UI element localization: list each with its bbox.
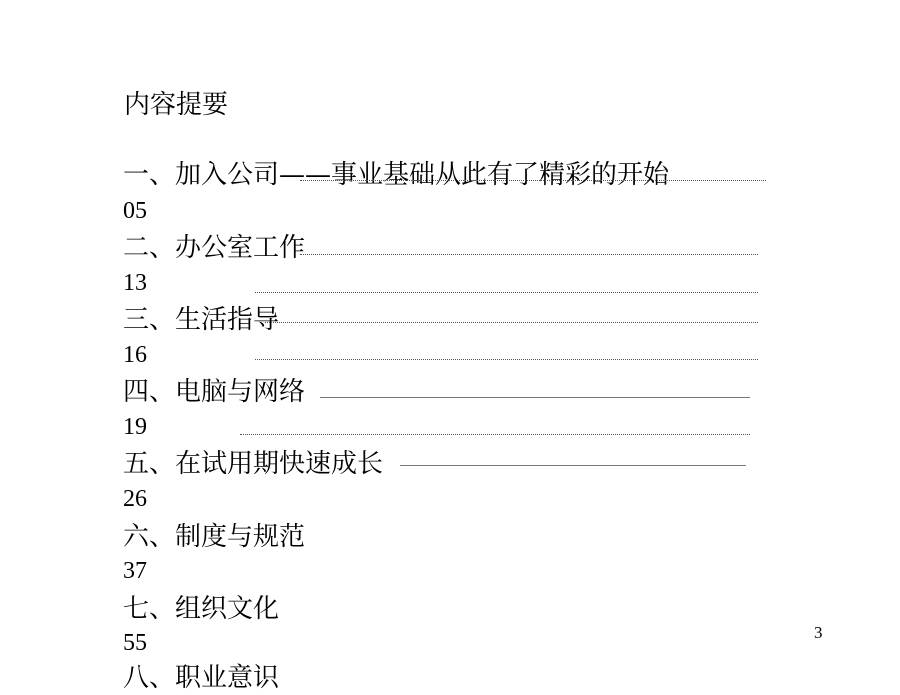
toc-entry-2-leader <box>300 254 758 255</box>
toc-entry-2-label: 二、办公室工作 <box>123 233 306 263</box>
toc-entry-5-label: 五、在试用期快速成长 <box>123 449 384 479</box>
toc-entry-7-label: 七、组织文化 <box>123 594 280 624</box>
toc-entry-1-leader <box>300 180 766 181</box>
toc-entry-2-page: 13 <box>123 270 147 296</box>
toc-entry-6-page: 37 <box>123 558 147 584</box>
toc-entry-4-page-leader <box>240 434 750 435</box>
toc-entry-1-page: 05 <box>123 198 147 224</box>
toc-entry-4-page: 19 <box>123 414 147 440</box>
toc-entry-8-label: 八、职业意识 <box>123 663 280 693</box>
toc-entry-5-page: 26 <box>123 486 147 512</box>
toc-entry-4-leader <box>320 397 750 398</box>
toc-entry-3-page: 16 <box>123 342 147 368</box>
toc-entry-5-leader <box>400 465 746 466</box>
toc-title: 内容提要 <box>124 90 229 120</box>
toc-entry-3-page-leader <box>255 359 758 360</box>
toc-entry-2-page-leader <box>255 292 758 293</box>
slide-number: 3 <box>814 623 823 642</box>
toc-entry-3-label: 三、生活指导 <box>123 305 280 335</box>
toc-entry-3-leader <box>265 322 758 323</box>
toc-entry-6-label: 六、制度与规范 <box>123 522 306 552</box>
toc-entry-1-label: 一、加入公司——事业基础从此有了精彩的开始 <box>123 160 670 190</box>
toc-entry-4-label: 四、电脑与网络 <box>123 377 306 407</box>
toc-entry-7-page: 55 <box>123 630 147 656</box>
